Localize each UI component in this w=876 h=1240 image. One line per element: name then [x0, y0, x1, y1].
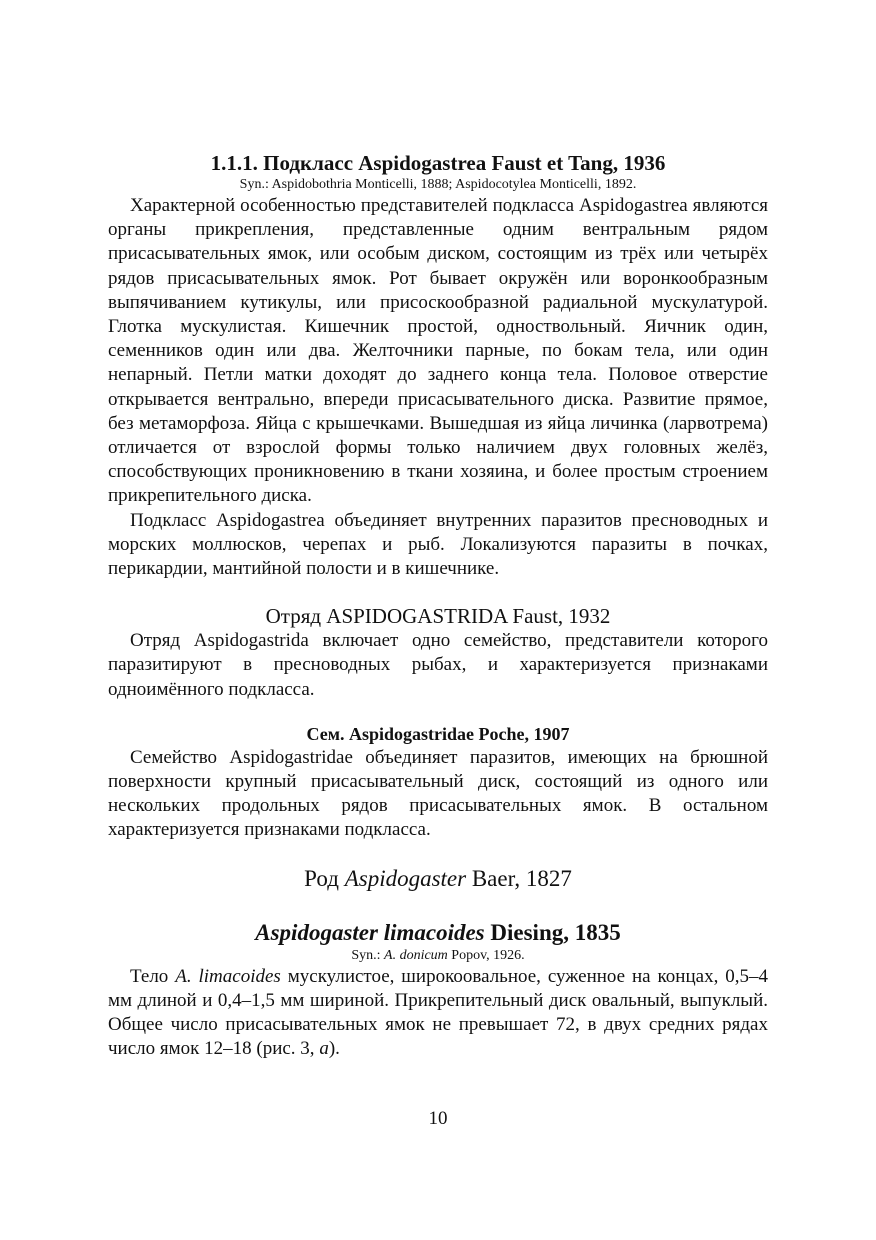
species-description: [108, 965, 768, 1062]
genus-heading: [108, 865, 768, 893]
species-heading: [108, 919, 768, 947]
subclass-description: Характерной особенностью представителей подкласса Aspidogastrea являются органы прикрепления, представленные одним вентральным рядом присасывательных ямок, или особым диском, состоящим из трёх или четырёх рядов присасывательных ямок. Рот бывает окружён или воронкообразным выпячиванием кутикулы, или присоскообразной радиальной мускулатурой. Глотка мускулистая. Кишечник простой, одноствольный. Яичник один, семенников один или два. Желточники парные, по бокам тела, или один непарный. Петли матки доходят до заднего конца тела. Половое отверстие открывается вентрально, впереди присасывательного диска. Развитие прямое, без метаморфоза. Яйца с крышечками. Вышедшая из яйца личинка (ларвотрема) отличается от взрослой формы только наличием двух головных желёз, способствующих проникновению в ткани хозяина, и более простым строением прикрепительного диска.: [108, 195, 768, 507]
species-author: Diesing, 1835: [484, 919, 621, 945]
subclass-distribution: Подкласс Aspidogastrea объединяет внутренних паразитов пресноводных и морских моллюсков, черепах и рыб. Локализуются паразиты в почках, перикардии, мантийной полости и в кишечнике.: [108, 509, 768, 580]
genus-name: Aspidogaster: [344, 865, 467, 891]
subclass-synonyms: Syn.: Aspidobothria Monticelli, 1888; Aspidocotylea Monticelli, 1892.: [239, 177, 637, 192]
order-heading: Отряд ASPIDOGASTRIDA Faust, 1932: [265, 604, 611, 629]
page-number: 10: [428, 1108, 448, 1129]
page-body: [108, 150, 768, 1061]
species-syn-name: A. donicum: [384, 947, 448, 963]
species-name: Aspidogaster limacoides: [255, 919, 485, 945]
species-synonyms: [108, 947, 768, 964]
subclass-heading: 1.1.1. Подкласс Aspidogastrea Faust et Tang, 1936: [210, 151, 666, 175]
genus-author: Baer, 1827: [466, 865, 572, 891]
species-syn-prefix: Syn.:: [351, 947, 385, 963]
species-desc-mid: мускулистое, широкоовальное, суженное на концах, 0,5–4 мм длиной и 0,4–1,5 мм шириной. Прикрепительный диск овальный, выпуклый. Общее число присасывательных ямок не превышает 72, в двух средних рядах число ямок 12–18 (рис. 3,: [108, 965, 768, 1060]
species-syn-author: Popov, 1926.: [447, 947, 525, 963]
species-desc-taxon: A. limacoides: [175, 965, 281, 987]
genus-prefix: Род: [304, 865, 345, 891]
order-description: Отряд Aspidogastrida включает одно семейство, представители которого паразитируют в пресноводных рыбах, и характеризуется признаками одноимённого подкласса.: [108, 630, 768, 700]
species-desc-end: ).: [328, 1038, 340, 1060]
family-heading: Сем. Aspidogastridae Poche, 1907: [306, 723, 570, 744]
figure-ref-letter: а: [319, 1038, 329, 1060]
family-description: Семейство Aspidogastridae объединяет паразитов, имеющих на брюшной поверхности крупный присасывательный диск, состоящий из одного или нескольких продольных рядов присасывательных ямок. В остальном характеризуется признаками подкласса.: [108, 746, 768, 841]
species-desc-start: Тело: [130, 965, 176, 987]
